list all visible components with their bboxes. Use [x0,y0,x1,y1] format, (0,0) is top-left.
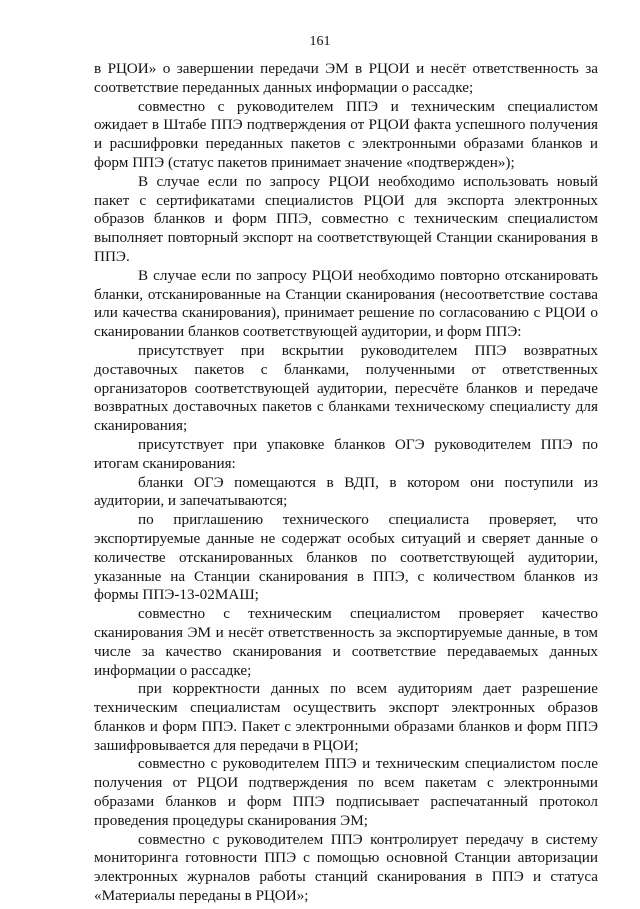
paragraph-packing-blanks: присутствует при упаковке бланков ОГЭ руководителем ППЭ по итогам сканирования: [94,435,598,472]
page-body [94,60,598,906]
page-number: 161 [309,34,331,49]
paragraph-await-confirmation: совместно с руководителем ППЭ и техническим специалистом ожидает в Штабе ППЭ подтверждения от РЦОИ факта успешного получения и расшифровки переданных пакетов с электронными образами бланков и форм ППЭ (статус пакетов принимает значение «подтвержден»); [94,97,598,171]
paragraph-sign-protocol: совместно с руководителем ППЭ и техническим специалистом после получения от РЦОИ подтверждения по всем пакетам с электронными образами бланков и форм ППЭ подписывает распечатанный протокол проведения процедуры сканирования ЭМ; [94,755,598,829]
paragraph-vdp-sealing: бланки ОГЭ помещаются в ВДП, в котором они поступили из аудитории, и запечатываются; [94,473,598,510]
paragraph-opening-return-packages: присутствует при вскрытии руководителем ППЭ возвратных доставочных пакетов с бланками, полученными от ответственных организаторов соответствующей аудитории, пересчёте бланков и передаче возвратных доставочных пакетов с бланками техническому специалисту для сканирования; [94,341,598,435]
paragraph-new-certificate-package: В случае если по запросу РЦОИ необходимо использовать новый пакет с сертификатами специалистов РЦОИ для экспорта электронных образов бланков и форм ППЭ, совместно с техническим специалистом выполняет повторный экспорт на соответствующей Станции сканирования в ППЭ. [94,172,598,265]
paragraph-export-permission: при корректности данных по всем аудиториям дает разрешение техническим специалистам осуществить экспорт электронных образов бланков и форм ППЭ. Пакет с электронными образами бланков и форм ППЭ зашифровывается для передачи в РЦОИ; [94,680,598,754]
paragraph-continuation: в РЦОИ» о завершении передачи ЭМ в РЦОИ и несёт ответственность за соответствие переданных данных информации о рассадке; [94,60,598,96]
paragraph-monitoring-transfer: совместно с руководителем ППЭ контролирует передачу в систему мониторинга готовности ППЭ с помощью основной Станции авторизации электронных журналов работы станций сканирования в ППЭ и статуса «Материалы переданы в РЦОИ»; [94,830,598,905]
paragraph-export-check: по приглашению технического специалиста проверяет, что экспортируемые данные не содержат особых ситуаций и сверяет данные о количестве отсканированных бланков по соответствующей аудитории, указанные на Станции сканирования в ППЭ, с количеством бланков из формы ППЭ-13-02МАШ; [94,511,598,604]
paragraph-rescan-decision: В случае если по запросу РЦОИ необходимо повторно отсканировать бланки, отсканированные на Станции сканирования (несоответствие состава или качества сканирования), принимает решение по согласованию с РЦОИ о сканировании бланков соответствующей аудитории, и форм ППЭ: [94,266,598,341]
paragraph-scan-quality: совместно с техническим специалистом проверяет качество сканирования ЭМ и несёт ответственность за экспортируемые данные, в том числе за качество сканирования и соответствие передаваемых данных информации о рассадке; [94,605,598,679]
